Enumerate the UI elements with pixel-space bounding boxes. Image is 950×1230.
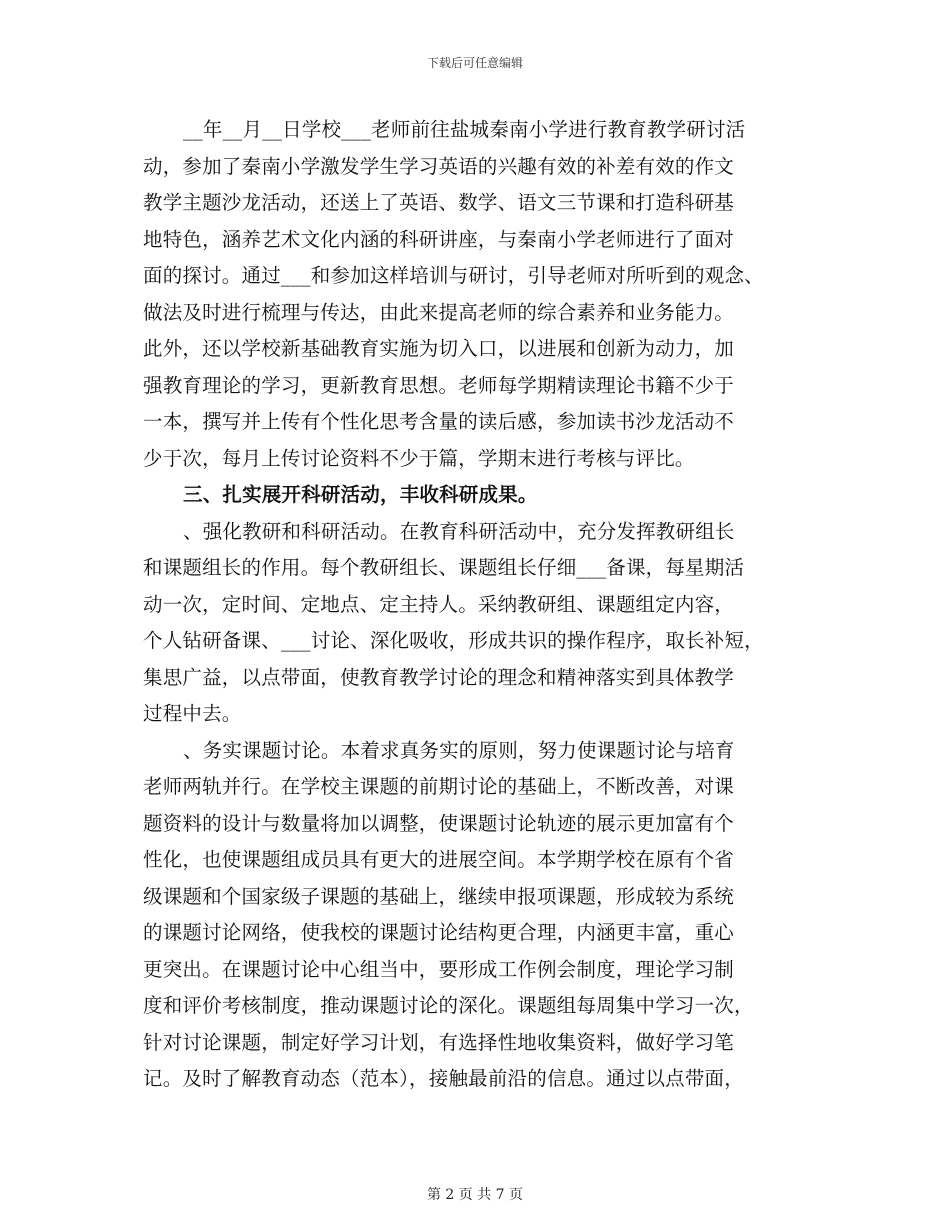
paragraph-line: 做法及时进行梳理与传达，由此来提高老师的综合素养和业务能力。: [143, 300, 735, 324]
paragraph-line: 、务实课题讨论。本着求真务实的原则，努力使课题讨论与培育: [183, 738, 735, 762]
paragraph-line: 一本，撰写并上传有个性化思考含量的读后感，参加读书沙龙活动不: [143, 410, 735, 433]
paragraph-line: 面的探讨。通过___和参加这样培训与研讨，引导老师对所听到的观念、: [143, 264, 764, 287]
paragraph-line: __年__月__日学校___老师前往盐城秦南小学进行教育教学研讨活: [183, 118, 746, 141]
paragraph-line: 动一次，定时间、定地点、定主持人。采纳教研组、课题组定内容，: [143, 592, 735, 616]
paragraph-line: 此外，还以学校新基础教育实施为切入口，以进展和创新为动力，加: [143, 337, 735, 360]
section-heading: 三、扎实展开科研活动，丰收科研成果。: [183, 483, 538, 506]
paragraph-line: 级课题和个国家级子课题的基础上，继续申报项课题，形成较为系统: [143, 884, 735, 908]
paragraph-line: 度和评价考核制度，推动课题讨论的深化。课题组每周集中学习一次，: [143, 994, 754, 1017]
paragraph-line: 的课题讨论网络，使我校的课题讨论结构更合理，内涵更丰富，重心: [143, 921, 735, 944]
paragraph-line: 个人钻研备课、___讨论、深化吸收，形成共识的操作程序，取长补短，: [143, 629, 764, 652]
paragraph-line: 老师两轨并行。在学校主课题的前期讨论的基础上，不断改善，对课: [143, 775, 735, 798]
paragraph-line: 更突出。在课题讨论中心组当中，要形成工作例会制度，理论学习制: [143, 957, 735, 981]
paragraph-line: 强教育理论的学习，更新教育思想。老师每学期精读理论书籍不少于: [143, 373, 735, 397]
paragraph-line: 集思广益，以点带面，使教育教学讨论的理念和精神落实到具体教学: [143, 665, 735, 689]
paragraph-line: 教学主题沙龙活动，还送上了英语、数学、语文三节课和打造科研基: [143, 191, 735, 214]
paragraph-line: 题资料的设计与数量将加以调整，使课题讨论轨迹的展示更加富有个: [143, 811, 735, 835]
page-footer: 第 2 页 共 7 页: [426, 1187, 524, 1203]
paragraph-line: 少于次，每月上传讨论资料不少于篇，学期末进行考核与评比。: [143, 446, 695, 470]
paragraph-line: 地特色，涵养艺术文化内涵的科研讲座，与秦南小学老师进行了面对: [143, 227, 735, 251]
paragraph-line: 动，参加了秦南小学激发学生学习英语的兴趣有效的补差有效的作文: [143, 154, 735, 178]
paragraph-line: 针对讨论课题，制定好学习计划，有选择性地收集资料，做好学习笔: [143, 1030, 735, 1054]
paragraph-line: 性化，也使课题组成员具有更大的进展空间。本学期学校在原有个省: [143, 848, 735, 871]
paragraph-line: 过程中去。: [143, 702, 242, 725]
paragraph-line: 和课题组长的作用。每个教研组长、课题组长仔细___备课，每星期活: [143, 556, 745, 579]
paragraph-line: 记。及时了解教育动态（范本），接触最前沿的信息。通过以点带面，: [143, 1067, 744, 1090]
page-header: 下载后可任意编辑: [426, 56, 523, 70]
document-body: [143, 112, 818, 1098]
paragraph-line: 、强化教研和科研活动。在教育科研活动中，充分发挥教研组长: [183, 519, 735, 543]
